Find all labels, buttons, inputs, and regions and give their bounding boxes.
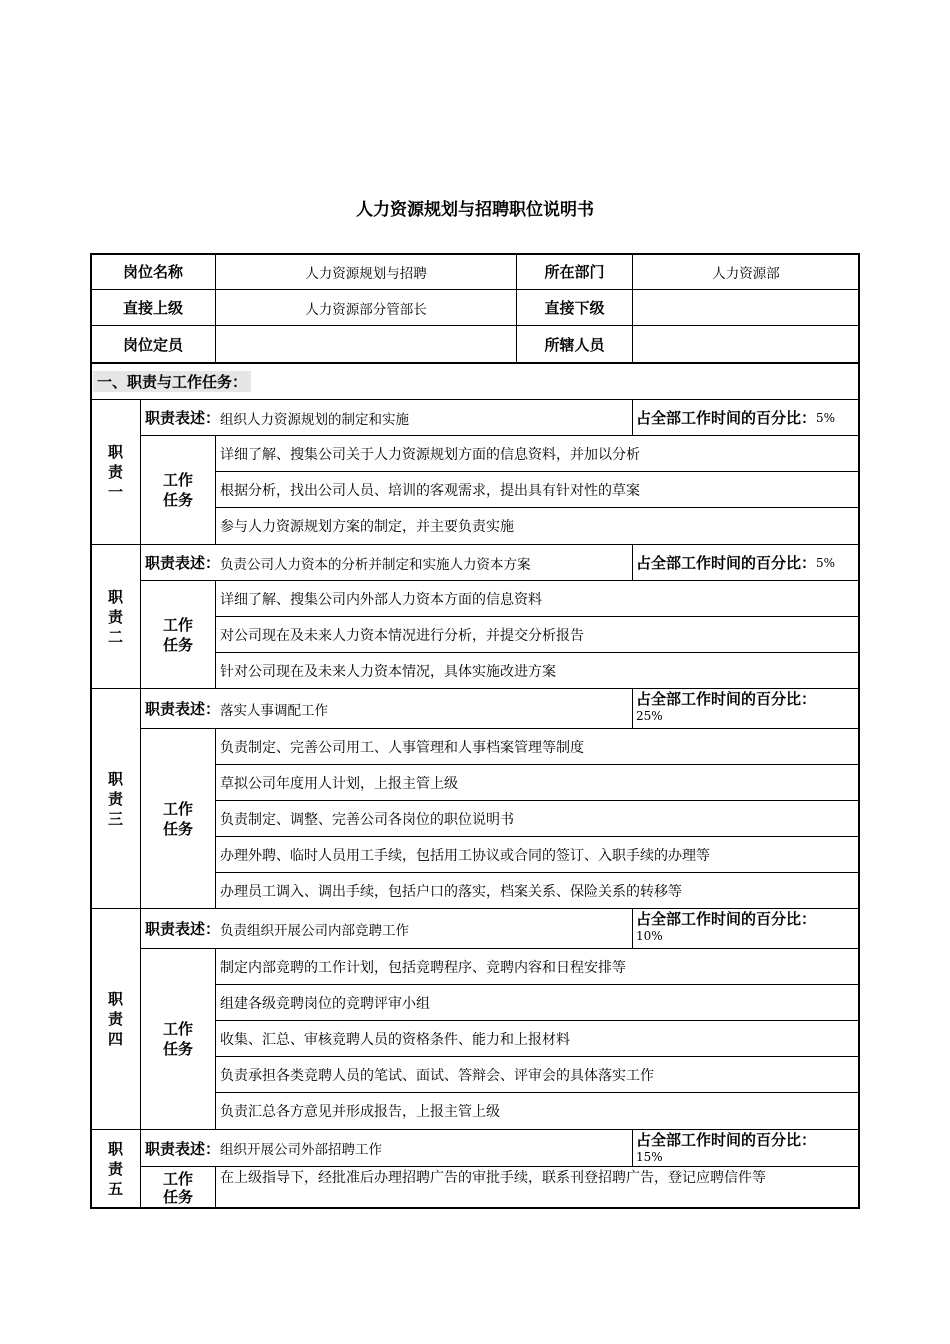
headcount-label: 岗位定员 bbox=[90, 325, 216, 363]
percent-value: 15% bbox=[636, 1150, 663, 1164]
section-heading bbox=[90, 362, 860, 400]
duty-char: 二 bbox=[107, 627, 123, 646]
task-label-line: 工作 bbox=[162, 615, 193, 634]
percent-value: 5% bbox=[816, 410, 836, 425]
duty-char: 职 bbox=[107, 769, 123, 788]
department-value: 人力资源部 bbox=[632, 253, 860, 290]
desc-label: 职责表述： bbox=[145, 409, 221, 427]
task-label-line: 任务 bbox=[162, 491, 193, 509]
position-name-value: 人力资源规划与招聘 bbox=[215, 253, 517, 290]
duty-description bbox=[140, 399, 633, 436]
desc-value: 落实人事调配工作 bbox=[220, 702, 329, 719]
duty-char: 一 bbox=[107, 483, 123, 501]
task-label bbox=[140, 948, 216, 1130]
section-title: 一、职责与工作任务： bbox=[93, 371, 251, 392]
duty-char: 责 bbox=[107, 463, 123, 481]
task-item: 详细了解、搜集公司内外部人力资本方面的信息资料 bbox=[215, 580, 860, 617]
desc-value: 组织开展公司外部招聘工作 bbox=[220, 1142, 383, 1158]
duty-char: 五 bbox=[107, 1180, 123, 1198]
task-item: 负责制定、调整、完善公司各岗位的职位说明书 bbox=[215, 800, 860, 837]
duty-description bbox=[140, 544, 633, 581]
superior-label: 直接上级 bbox=[90, 289, 216, 326]
percent-value: 5% bbox=[816, 555, 836, 570]
task-item: 负责制定、完善公司用工、人事管理和人事档案管理等制度 bbox=[215, 728, 860, 765]
duty-percent bbox=[632, 544, 860, 581]
task-item: 在上级指导下，经批准后办理招聘广告的审批手续，联系刊登招聘广告，登记应聘信件等 bbox=[215, 1166, 860, 1209]
subordinate-label: 直接下级 bbox=[516, 289, 633, 326]
task-item: 详细了解、搜集公司关于人力资源规划方面的信息资料，并加以分析 bbox=[215, 435, 860, 472]
task-item: 对公司现在及未来人力资本情况进行分析，并提交分析报告 bbox=[215, 616, 860, 653]
task-item: 根据分析，找出公司人员、培训的客观需求，提出具有针对性的草案 bbox=[215, 471, 860, 508]
task-item: 草拟公司年度用人计划，上报主管上级 bbox=[215, 764, 860, 801]
staff-value bbox=[632, 325, 860, 363]
duty-char: 职 bbox=[107, 990, 123, 1008]
staff-label: 所辖人员 bbox=[516, 325, 633, 363]
task-item: 制定内部竞聘的工作计划，包括竞聘程序、竞聘内容和日程安排等 bbox=[215, 948, 860, 985]
duty-percent bbox=[632, 1129, 860, 1167]
duty-percent bbox=[632, 908, 860, 949]
duty-char: 职 bbox=[107, 587, 123, 606]
task-label-line: 任务 bbox=[162, 819, 193, 838]
duty-char: 责 bbox=[107, 1010, 123, 1028]
task-label-line: 工作 bbox=[162, 1020, 193, 1038]
percent-value: 10% bbox=[636, 929, 663, 943]
subordinate-value bbox=[632, 289, 860, 326]
duty-percent bbox=[632, 399, 860, 436]
percent-label: 占全部工作时间的百分比： bbox=[636, 1131, 817, 1149]
desc-label: 职责表述： bbox=[145, 1139, 221, 1158]
task-item: 组建各级竞聘岗位的竞聘评审小组 bbox=[215, 984, 860, 1021]
duty-label bbox=[90, 544, 141, 689]
duty-char: 四 bbox=[107, 1030, 123, 1048]
duty-percent bbox=[632, 688, 860, 729]
duty-char: 责 bbox=[107, 607, 123, 626]
percent-value: 25% bbox=[636, 709, 663, 723]
task-item: 办理外聘、临时人员用工手续，包括用工协议或合同的签订、入职手续的办理等 bbox=[215, 836, 860, 873]
duty-char: 责 bbox=[107, 789, 123, 808]
task-label bbox=[140, 1166, 216, 1209]
position-name-label: 岗位名称 bbox=[90, 253, 216, 290]
superior-value: 人力资源部分管部长 bbox=[215, 289, 517, 326]
duty-description bbox=[140, 908, 633, 949]
desc-label: 职责表述： bbox=[145, 920, 221, 938]
task-label-line: 任务 bbox=[162, 1040, 193, 1058]
duty-label bbox=[90, 1129, 141, 1209]
percent-label: 占全部工作时间的百分比： bbox=[636, 910, 817, 928]
department-label: 所在部门 bbox=[516, 253, 633, 290]
desc-value: 组织人力资源规划的制定和实施 bbox=[220, 411, 410, 428]
task-label bbox=[140, 728, 216, 909]
duty-description bbox=[140, 1129, 633, 1167]
task-label-line: 任务 bbox=[162, 635, 193, 654]
task-label bbox=[140, 435, 216, 545]
headcount-value bbox=[215, 325, 517, 363]
duty-label bbox=[90, 688, 141, 909]
duty-char: 职 bbox=[107, 1140, 123, 1158]
task-label-line: 任务 bbox=[162, 1187, 193, 1206]
task-item: 收集、汇总、审核竞聘人员的资格条件、能力和上报材料 bbox=[215, 1020, 860, 1057]
task-item: 负责承担各类竞聘人员的笔试、面试、答辩会、评审会的具体落实工作 bbox=[215, 1056, 860, 1093]
task-item: 参与人力资源规划方案的制定，并主要负责实施 bbox=[215, 507, 860, 545]
percent-label: 占全部工作时间的百分比： bbox=[636, 690, 817, 708]
task-item: 办理员工调入、调出手续，包括户口的落实，档案关系、保险关系的转移等 bbox=[215, 872, 860, 909]
duty-label bbox=[90, 399, 141, 545]
duty-char: 三 bbox=[107, 809, 123, 828]
duty-description bbox=[140, 688, 633, 729]
desc-label: 职责表述： bbox=[145, 700, 221, 718]
desc-value: 负责公司人力资本的分析并制定和实施人力资本方案 bbox=[220, 556, 531, 573]
task-label-line: 工作 bbox=[162, 1169, 193, 1188]
duty-label bbox=[90, 908, 141, 1130]
percent-label: 占全部工作时间的百分比： bbox=[636, 409, 817, 427]
duty-char: 职 bbox=[107, 443, 123, 461]
task-item: 针对公司现在及未来人力资本情况，具体实施改进方案 bbox=[215, 652, 860, 689]
percent-label: 占全部工作时间的百分比： bbox=[636, 554, 817, 572]
task-label-line: 工作 bbox=[162, 471, 193, 489]
task-label-line: 工作 bbox=[162, 799, 193, 818]
duty-char: 责 bbox=[107, 1160, 123, 1178]
page-title: 人力资源规划与招聘职位说明书 bbox=[356, 200, 594, 220]
desc-label: 职责表述： bbox=[145, 554, 221, 572]
task-label bbox=[140, 580, 216, 689]
desc-value: 负责组织开展公司内部竞聘工作 bbox=[220, 922, 410, 939]
task-item: 负责汇总各方意见并形成报告，上报主管上级 bbox=[215, 1092, 860, 1130]
